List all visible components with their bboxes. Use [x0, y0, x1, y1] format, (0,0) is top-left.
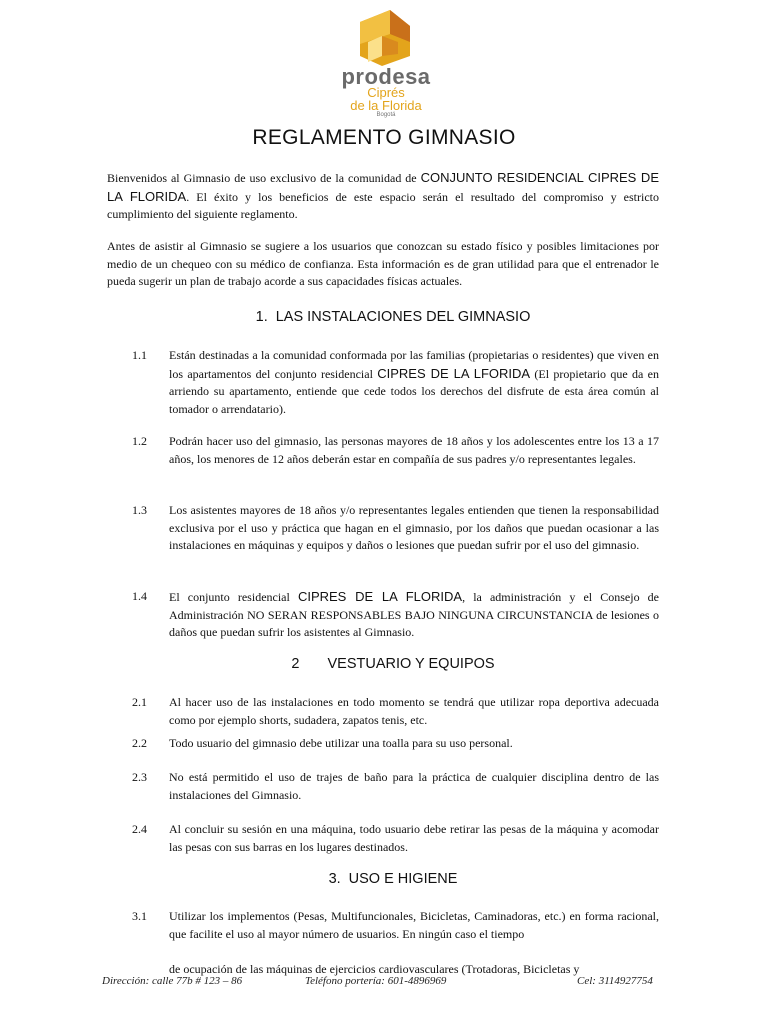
intro-p1-text-a: Bienvenidos al Gimnasio de uso exclusivo de la comunidad de — [107, 171, 421, 185]
item-1-4-complex-name: CIPRES DE LA FLORIDA — [297, 589, 463, 604]
logo-brand-text: prodesa — [341, 64, 431, 89]
prodesa-logo-mark-icon — [346, 6, 426, 68]
document-title: REGLAMENTO GIMNASIO — [252, 126, 516, 149]
footer-phone: Teléfono portería: 601-4896969 — [305, 975, 447, 987]
item-2-2-number: 2.2 — [132, 736, 147, 750]
intro-p1-complex-name: CONJUNTO RESIDENCIAL CIPRES DE LA FLORIDA — [107, 170, 659, 204]
item-1-4-number: 1.4 — [132, 589, 147, 603]
footer-address: Dirección: calle 77b # 123 – 86 — [102, 975, 243, 987]
item-3-1-text: Utilizar los implementos (Pesas, Multifuncionales, Bicicletas, Caminadoras, etc.) en forma racional, que facilite el uso al mayor número de usuarios. En ningún caso el tiempo — [169, 909, 659, 941]
item-2-1-text: Al hacer uso de las instalaciones en todo momento se tendrá que utilizar ropa deportiva adecuada como por ejemplo shorts, sudadera, zapatos tenis, etc. — [169, 695, 659, 727]
item-1-1-text-a: Están destinadas a la comunidad conformada por las familias (propietarias o residentes) que viven en los apartamentos del conjunto residencial — [169, 348, 659, 381]
section-2-heading — [0, 656, 768, 672]
section-1-title: LAS INSTALACIONES DEL GIMNASIO — [275, 309, 531, 325]
item-2-4-number: 2.4 — [132, 822, 147, 836]
section-1-number: 1. — [255, 309, 268, 325]
item-1-3-text: Los asistentes mayores de 18 años y/o representantes legales entienden que tienen la responsabilidad exclusiva por el uso y práctica que hagan en el gimnasio, por los daños que puedan ocasionar a las instalaciones en máquinas y equipos y daños o lesiones que puedan sufrir por el uso del gimnasio. — [169, 503, 659, 552]
section-3-heading — [0, 871, 768, 887]
intro-paragraph-1 — [107, 169, 659, 224]
logo-city: Bogotá — [376, 112, 396, 118]
item-1-2-number: 1.2 — [132, 434, 147, 448]
item-1-1-complex-name: CIPRES DE LA LFORIDA — [377, 365, 531, 381]
item-2-3-number: 2.3 — [132, 770, 147, 784]
item-3-1-continuation: de ocupación de las máquinas de ejercicios cardiovasculares (Trotadoras, Bicicletas y — [169, 962, 580, 976]
item-1-4-text-c: , la administración y el Consejo de Administración NO SERAN RESPONSABLES BAJO NINGUNA CIRCUNSTANCIA de lesiones o daños que puedan sufrir los asistentes al Gimnasio. — [169, 590, 660, 639]
item-2-3-text: No está permitido el uso de trajes de baño para la práctica de cualquier disciplina dentro de las instalaciones del Gimnasio. — [169, 770, 659, 802]
section-2-title: VESTUARIO Y EQUIPOS — [327, 656, 495, 672]
item-1-1-text — [169, 347, 659, 418]
item-1-3-number: 1.3 — [132, 503, 147, 517]
prodesa-logo — [328, 6, 444, 118]
logo-sub-line-2: de la Florida — [350, 98, 422, 113]
section-1-heading — [0, 309, 768, 325]
item-1-1-number: 1.1 — [132, 348, 147, 362]
footer-cell: Cel: 3114927754 — [577, 975, 653, 987]
item-3-1-number: 3.1 — [132, 909, 147, 923]
intro-p1-text-c: . El éxito y los beneficios de este espacio serán el resultado del compromiso y estricto cumplimiento del siguiente reglamento. — [107, 189, 659, 221]
item-2-1-number: 2.1 — [132, 695, 147, 709]
section-3-number: 3. — [328, 871, 341, 887]
item-1-4-text-a: El conjunto residencial — [169, 590, 298, 604]
section-3-title: USO E HIGIENE — [348, 871, 458, 887]
item-2-2-text: Todo usuario del gimnasio debe utilizar una toalla para su uso personal. — [169, 736, 513, 750]
item-1-2-text: Podrán hacer uso del gimnasio, las personas mayores de 18 años y los adolescentes entre los 13 a 17 años, los menores de 12 años deberán estar en compañía de sus padres y/o representantes legales. — [169, 434, 659, 466]
item-1-1-text-c: (El propietario que da en arriendo su apartamento, entiende que cede todos los derechos del disfrute de esta área común al tomador o arrendatario). — [169, 366, 659, 416]
item-1-4-text — [169, 588, 659, 642]
section-2-number: 2 — [291, 656, 300, 672]
intro-paragraph-2: Antes de asistir al Gimnasio se sugiere a los usuarios que conozcan su estado físico y posibles limitaciones por medio de un chequeo con su médico de confianza. Esta información es de gran utilidad para que el entrenador le pueda sugerir un plan de trabajo acorde a sus capacidades físicas actuales. — [107, 239, 659, 288]
item-2-4-text: Al concluir su sesión en una máquina, todo usuario debe retirar las pesas de la máquina y acomodar las pesas con sus barras en los lugares destinados. — [169, 822, 659, 854]
logo-sub-line-1: Ciprés — [367, 85, 405, 100]
page-footer — [0, 975, 768, 995]
